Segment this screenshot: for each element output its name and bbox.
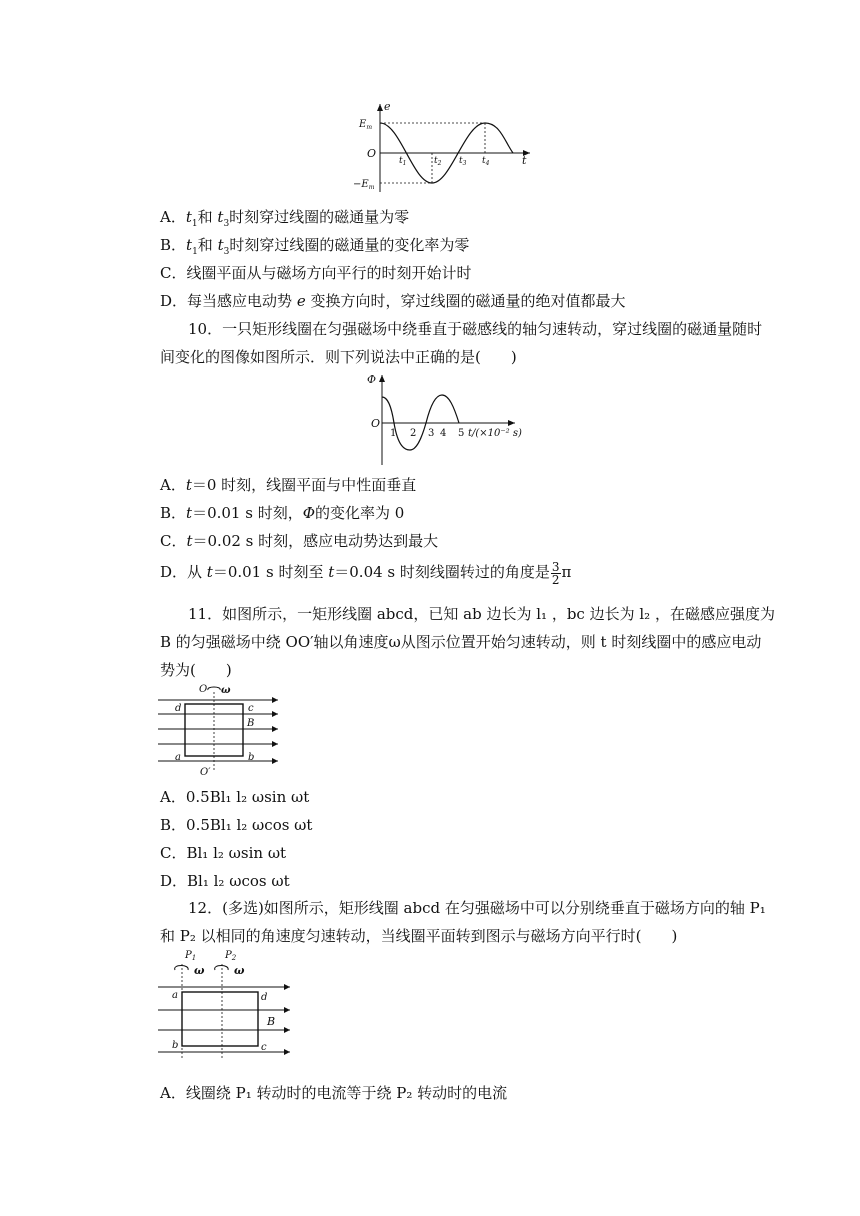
q12-coil-rect xyxy=(182,992,258,1046)
q11-label-b: b xyxy=(248,752,255,763)
svg-text:t2: $t_2$ xyxy=(434,156,442,167)
emf-tick-t4: t xyxy=(482,156,486,166)
q11-coil-figure xyxy=(158,684,288,776)
q11-stem-line1: 11．如图所示，一矩形线圈 abcd，已知 ab 边长为 l₁ ，bc 边长为 l₂ ，在磁感应强度为 xyxy=(188,605,775,623)
emf-graph xyxy=(355,100,535,195)
flux-tick-1: 1 xyxy=(390,428,397,439)
flux-x-label: t/(×10⁻² s) xyxy=(468,428,522,439)
svg-text:t4: $t_4$ xyxy=(482,156,490,167)
q11-option-b: B．0.5Bl₁ l₂ ωcos ωt xyxy=(160,816,313,834)
q11-option-c: C．Bl₁ l₂ ωsin ωt xyxy=(160,844,287,862)
emf-x-label: t xyxy=(522,154,527,167)
q10-option-c: C．t＝0.02 s 时刻，感应电动势达到最大 xyxy=(160,532,439,550)
emf-tick-t1: t xyxy=(399,156,403,166)
q12-label-b-field: B xyxy=(267,1015,276,1028)
q12-label-c: c xyxy=(261,1042,267,1053)
emf-em-label: E xyxy=(359,119,367,130)
flux-tick-2: 2 xyxy=(410,428,417,439)
emf-em-sub: m xyxy=(366,124,373,131)
svg-text:P1: $P_1$ xyxy=(185,950,197,962)
q12-rotation-arrow-p2 xyxy=(215,966,228,971)
q9-option-c: C．线圈平面从与磁场方向平行的时刻开始计时 xyxy=(160,264,472,282)
q12-coil-figure xyxy=(158,948,298,1060)
flux-tick-4: 4 xyxy=(440,428,447,439)
flux-graph xyxy=(365,372,565,467)
q11-option-d: D．Bl₁ l₂ ωcos ωt xyxy=(160,872,290,890)
q10-option-d: D．从 t＝0.01 s 时刻至 t＝0.04 s 时刻线圈转过的角度是 $\frac{3}{2}$ π xyxy=(160,559,572,587)
q11-label-a: a xyxy=(175,752,181,763)
q11-label-o: O xyxy=(199,684,208,695)
q10-d-fraction: $\frac{3}{2}$ xyxy=(551,559,560,587)
q10-stem-line1: 10．一只矩形线圈在匀强磁场中绕垂直于磁感线的轴匀速转动，穿过线圈的磁通量随时 xyxy=(188,320,763,338)
q11-label-omega: ω xyxy=(221,685,231,696)
svg-text:t3: $t_3$ xyxy=(459,156,467,167)
svg-text:P2: $P_2$ xyxy=(225,950,237,962)
emf-origin: O xyxy=(367,147,377,160)
q11-label-b-field: B xyxy=(247,718,255,729)
svg-text:Em xyxy=(358,119,372,131)
q9-option-a: A．$t_1$和 $t_3$时刻穿过线圈的磁通量为零 xyxy=(160,208,410,229)
q10-option-b: B．t＝0.01 s 时刻，Φ的变化率为 0 xyxy=(160,504,405,522)
q12-label-a: a xyxy=(172,990,178,1001)
q12-label-d: d xyxy=(261,992,268,1003)
emf-tick-t3: t xyxy=(459,156,463,166)
emf-tick-t2: t xyxy=(434,156,438,166)
svg-text:−Em xyxy=(353,179,375,191)
q12-stem-line2: 和 P₂ 以相同的角速度匀速转动，当线圈平面转到图示与磁场方向平行时( ) xyxy=(160,927,678,945)
flux-origin: O xyxy=(371,417,381,430)
q11-label-o-prime: O′ xyxy=(200,767,211,778)
q12-stem-line1: 12．(多选)如图所示，矩形线圈 abcd 在匀强磁场中可以分别绕垂直于磁场方向的轴 P₁ xyxy=(188,899,766,917)
q12-label-p1: P xyxy=(185,950,192,961)
q12-label-p2: P xyxy=(225,950,232,961)
q10-stem-line2: 间变化的图像如图所示．则下列说法中正确的是( ) xyxy=(160,348,517,366)
q12-label-omega-1: ω xyxy=(194,964,205,977)
q11-label-c: c xyxy=(248,703,254,714)
emf-negem-label: −E xyxy=(353,179,369,190)
q11-option-a: A．0.5Bl₁ l₂ ωsin ωt xyxy=(160,788,310,806)
flux-y-label: Φ xyxy=(367,373,377,386)
q12-label-omega-2: ω xyxy=(234,964,245,977)
q9-option-b: B．$t_1$和 $t_3$时刻穿过线圈的磁通量的变化率为零 xyxy=(160,236,470,257)
svg-text:t1: $t_1$ xyxy=(399,156,407,167)
q10-option-a: A．t＝0 时刻，线圈平面与中性面垂直 xyxy=(160,476,417,494)
emf-negem-sub: m xyxy=(368,184,375,191)
emf-y-label: e xyxy=(384,100,391,113)
q11-stem-line2: B 的匀强磁场中绕 OO′轴以角速度ω从图示位置开始匀速转动，则 t 时刻线圈中的感应电动 xyxy=(160,633,762,651)
q12-label-b: b xyxy=(172,1040,179,1051)
flux-tick-5: 5 xyxy=(458,428,465,439)
q12-rotation-arrow-p1 xyxy=(175,966,188,971)
flux-tick-3: 3 xyxy=(428,428,435,439)
q11-label-d: d xyxy=(175,703,182,714)
q11-rotation-arrow xyxy=(208,687,220,690)
q9-option-d: D．每当感应电动势 e 变换方向时，穿过线圈的磁通量的绝对值都最大 xyxy=(160,292,626,310)
q11-stem-line3: 势为( ) xyxy=(160,661,232,679)
q12-option-a: A．线圈绕 P₁ 转动时的电流等于绕 P₂ 转动时的电流 xyxy=(160,1084,508,1102)
